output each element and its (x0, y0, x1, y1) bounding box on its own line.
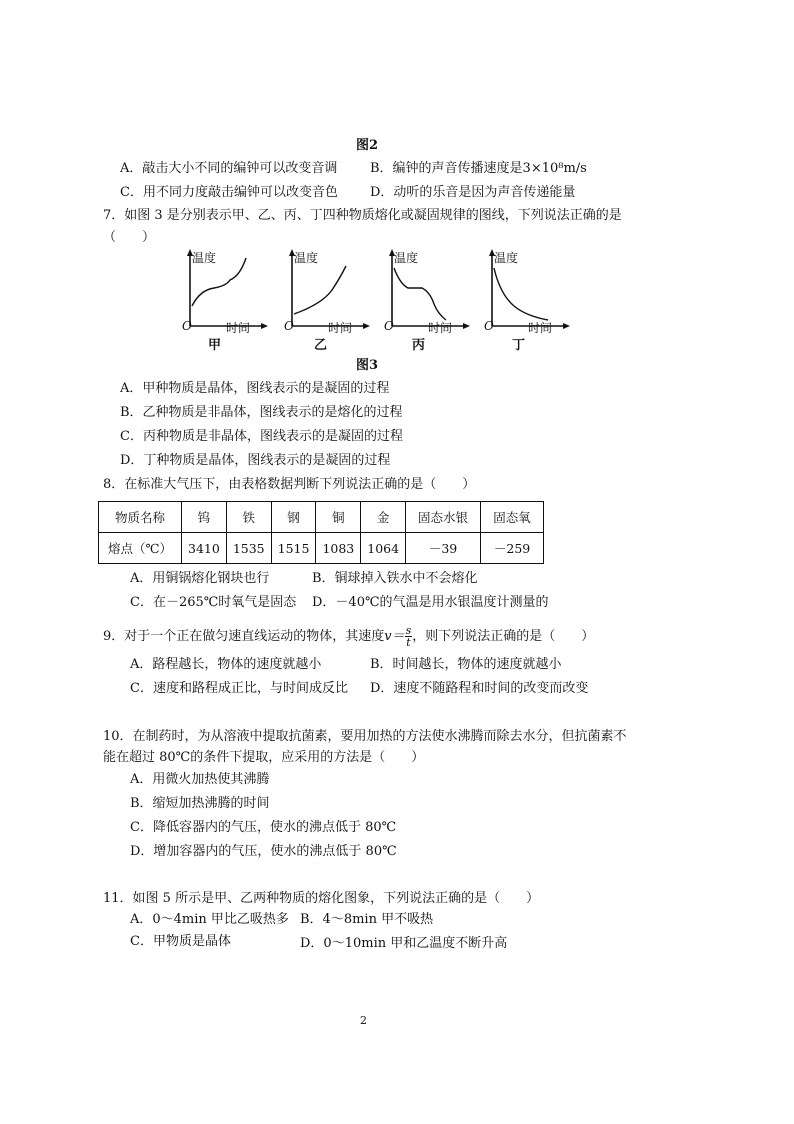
table-cell: 铜 (316, 502, 361, 533)
graph-ding-ylabel: 温度 (494, 251, 519, 265)
graph-bing (382, 248, 472, 338)
table-cell: 固态水银 (406, 502, 481, 533)
q10-option-b: B．缩短加热沸腾的时间 (130, 796, 270, 811)
q7-answer-paren: （ ） (103, 230, 156, 245)
q9-option-c: C．速度和路程成正比，与时间成反比 (130, 681, 348, 696)
graph-bing-origin: O (384, 319, 394, 333)
table-cell: 钢 (271, 502, 316, 533)
q7-option-d: D．丁种物质是晶体，图线表示的是凝固的过程 (120, 453, 391, 468)
q6-option-a: A．敲击大小不同的编钟可以改变音调 (120, 161, 338, 176)
graph-yi-curve (294, 266, 346, 314)
q9-option-b: B．时间越长，物体的速度就越小 (370, 657, 562, 672)
figure-3-caption: 图3 (356, 358, 379, 373)
graph-bing-curve (394, 268, 446, 320)
graph-ding-origin: O (484, 319, 494, 333)
table-cell: 金 (361, 502, 406, 533)
graph-ding-name: 丁 (512, 338, 526, 353)
graph-ding (482, 248, 572, 338)
graph-yi-origin: O (284, 319, 294, 333)
q9-formula-lhs: v＝ (384, 629, 405, 644)
q8-option-c: C．在－265℃时氧气是固态 (130, 595, 297, 610)
graph-jia-origin: O (182, 319, 192, 333)
graph-yi-ylabel: 温度 (294, 251, 319, 265)
table-cell: 固态氧 (481, 502, 544, 533)
graph-bing-xlabel: 时间 (428, 321, 453, 335)
q7-option-a: A．甲种物质是晶体，图线表示的是凝固的过程 (120, 381, 390, 396)
table-cell: 钨 (182, 502, 227, 533)
table-cell: 3410 (182, 533, 227, 564)
q6-option-d: D．动听的乐音是因为声音传递能量 (370, 185, 576, 200)
table-cell: 1083 (316, 533, 361, 564)
q11-stem: 11．如图 5 所示是甲、乙两种物质的熔化图象，下列说法正确的是（ ） (103, 891, 540, 906)
q6-option-b: B．编钟的声音传播速度是3×10⁸m/s (370, 161, 587, 176)
graph-yi-x-arrow (363, 323, 370, 329)
q8-stem: 8．在标准大气压下，由表格数据判断下列说法正确的是（ ） (103, 477, 476, 492)
q11-option-a: A．0～4min 甲比乙吸热多 (130, 912, 289, 927)
q10-stem-line2: 能在超过 80℃的条件下提取，应采用的方法是（ ） (103, 750, 425, 765)
q10-stem-line1: 10．在制药时，为从溶液中提取抗菌素，要用加热的方法使水沸腾而除去水分，但抗菌素不 (103, 729, 627, 744)
graph-bing-name: 丙 (412, 338, 426, 353)
graph-ding-curve (494, 268, 548, 320)
page-number: 2 (360, 1014, 367, 1027)
q7-stem: 7．如图 3 是分别表示甲、乙、丙、丁四种物质熔化或凝固规律的图线，下列说法正确的是 (103, 208, 622, 223)
graph-bing-ylabel: 温度 (394, 251, 419, 265)
q9-option-d: D．速度不随路程和时间的改变而改变 (370, 681, 589, 696)
table-cell: 1064 (361, 533, 406, 564)
q11-option-d: D．0～10min 甲和乙温度不断升高 (300, 936, 508, 951)
q9-stem (103, 625, 594, 648)
q11-option-b: B．4～8min 甲不吸热 (300, 912, 434, 927)
graph-jia-name: 甲 (208, 338, 222, 353)
graph-yi (282, 248, 372, 338)
graph-jia-ylabel: 温度 (192, 251, 217, 265)
q9-fraction-numerator: s (405, 624, 412, 637)
q9-fraction-denominator: t (406, 636, 411, 649)
table-cell: 1515 (271, 533, 316, 564)
q7-option-b: B．乙种物质是非晶体，图线表示的是熔化的过程 (120, 405, 403, 420)
graph-jia-x-arrow (261, 323, 268, 329)
table-header-row (99, 502, 544, 533)
q9-stem-start: 9．对于一个正在做匀速直线运动的物体，其速度 (103, 629, 385, 644)
graph-ding-xlabel: 时间 (528, 321, 553, 335)
table-cell: 物质名称 (99, 502, 182, 533)
q10-option-a: A．用微火加热使其沸腾 (130, 772, 270, 787)
table-cell: －259 (481, 533, 544, 564)
graph-yi-name: 乙 (314, 338, 328, 353)
table-cell: 1535 (226, 533, 271, 564)
q8-option-a: A．用铜锅熔化钢块也行 (130, 571, 270, 586)
table-row (99, 533, 544, 564)
graph-jia-xlabel: 时间 (226, 321, 251, 335)
q9-option-a: A．路程越长，物体的速度就越小 (130, 657, 322, 672)
figure-2-caption: 图2 (356, 138, 379, 153)
q9-stem-end: ，则下列说法正确的是（ ） (412, 629, 595, 644)
graph-ding-x-arrow (563, 323, 570, 329)
table-cell: －39 (406, 533, 481, 564)
q8-option-b: B．铜球掉入铁水中不会熔化 (312, 571, 478, 586)
q11-option-c: C．甲物质是晶体 (130, 934, 231, 949)
table-cell: 铁 (226, 502, 271, 533)
q10-option-c: C．降低容器内的气压，使水的沸点低于 80℃ (130, 820, 397, 835)
q7-option-c: C．丙种物质是非晶体，图线表示的是凝固的过程 (120, 429, 403, 444)
graph-bing-x-arrow (463, 323, 470, 329)
q10-option-d: D．增加容器内的气压，使水的沸点低于 80℃ (130, 844, 397, 859)
graph-yi-xlabel: 时间 (328, 321, 353, 335)
q6-option-c: C．用不同力度敲击编钟可以改变音色 (120, 185, 338, 200)
table-cell: 熔点（℃） (99, 533, 182, 564)
q8-option-d: D．－40℃的气温是用水银温度计测量的 (312, 595, 549, 610)
melting-point-table (98, 501, 544, 564)
graph-jia (180, 248, 270, 338)
